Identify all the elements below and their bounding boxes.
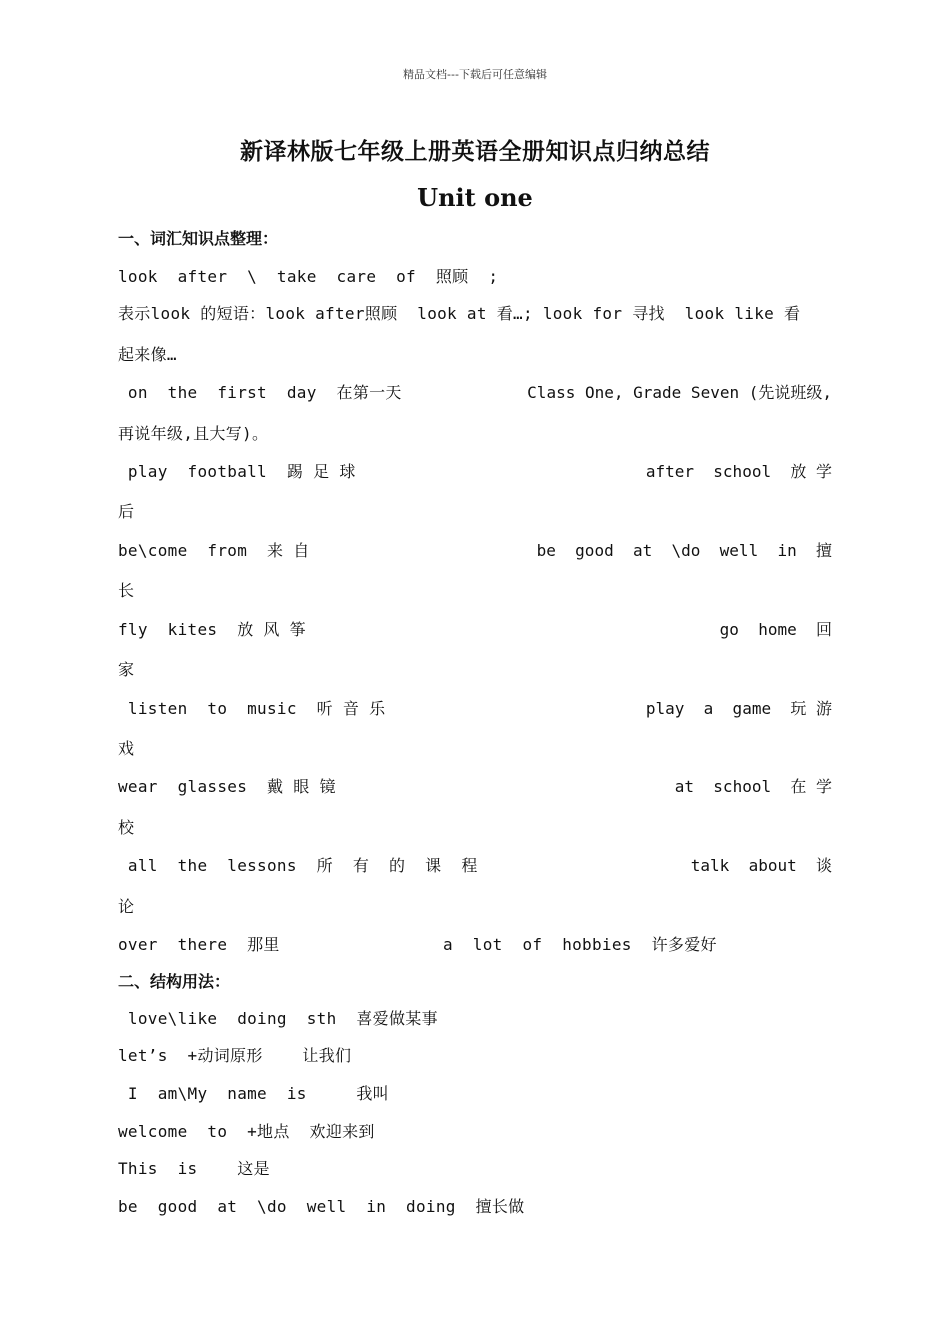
structure-line: I am\My name is 我叫: [118, 1084, 389, 1103]
vocab-line-class-grade-cont: 再说年级,且大写)。: [118, 424, 269, 443]
vocab-a-lot-of-hobbies: a lot of hobbies 许多爱好: [443, 935, 717, 954]
vocab-after-school: after school 放 学: [645, 462, 832, 481]
vocab-come-from: be\come from 来 自: [118, 541, 310, 560]
vocab-at-school: at school 在 学: [674, 777, 832, 796]
vocabulary-section-heading: 一、词汇知识点整理：: [118, 229, 279, 248]
vocab-fly-kites: fly kites 放 风 筝: [118, 620, 306, 639]
vocab-go-home-wrap: 家: [118, 660, 135, 679]
vocab-line-class-grade: Class One, Grade Seven (先说班级,: [527, 383, 832, 402]
structure-line: welcome to +地点 欢迎来到: [118, 1122, 375, 1141]
vocab-line-look-after: look after \ take care of 照顾 ;: [118, 267, 499, 286]
vocab-go-home: go home 回: [719, 620, 832, 639]
vocab-line-look-phrases: 表示look 的短语：look after照顾 look at 看…; look for 寻找 look like 看: [118, 304, 801, 323]
vocab-all-the-lessons: all the lessons 所 有 的 课 程: [118, 856, 478, 875]
vocab-line-first-day: on the first day 在第一天: [118, 383, 402, 402]
structure-line: be good at \do well in doing 擅长做: [118, 1197, 525, 1216]
structure-line: let’s +动词原形 让我们: [118, 1046, 352, 1065]
unit-title: Unit one: [417, 183, 533, 212]
vocab-play-football: play football 踢 足 球: [118, 462, 356, 481]
vocab-listen-to-music: listen to music 听 音 乐: [118, 699, 386, 718]
vocab-wear-glasses: wear glasses 戴 眼 镜: [118, 777, 336, 796]
vocab-play-a-game-wrap: 戏: [118, 739, 135, 758]
vocab-talk-about: talk about 谈: [690, 856, 832, 875]
page-header-note: 精品文档---下载后可任意编辑: [403, 68, 547, 81]
vocab-play-a-game: play a game 玩 游: [645, 699, 832, 718]
structure-line: This is 这是: [118, 1159, 270, 1178]
vocab-talk-about-wrap: 论: [118, 897, 135, 916]
vocab-good-at: be good at \do well in 擅: [536, 541, 832, 560]
document-title: 新译林版七年级上册英语全册知识点归纳总结: [240, 139, 710, 165]
vocab-line-look-phrases-cont: 起来像…: [118, 345, 177, 364]
vocab-good-at-wrap: 长: [118, 581, 135, 600]
vocab-at-school-wrap: 校: [118, 818, 135, 837]
vocab-after-school-wrap: 后: [118, 502, 135, 521]
structure-section-heading: 二、结构用法：: [118, 972, 231, 991]
vocab-over-there: over there 那里: [118, 935, 280, 954]
structure-line: love\like doing sth 喜爱做某事: [118, 1009, 438, 1028]
